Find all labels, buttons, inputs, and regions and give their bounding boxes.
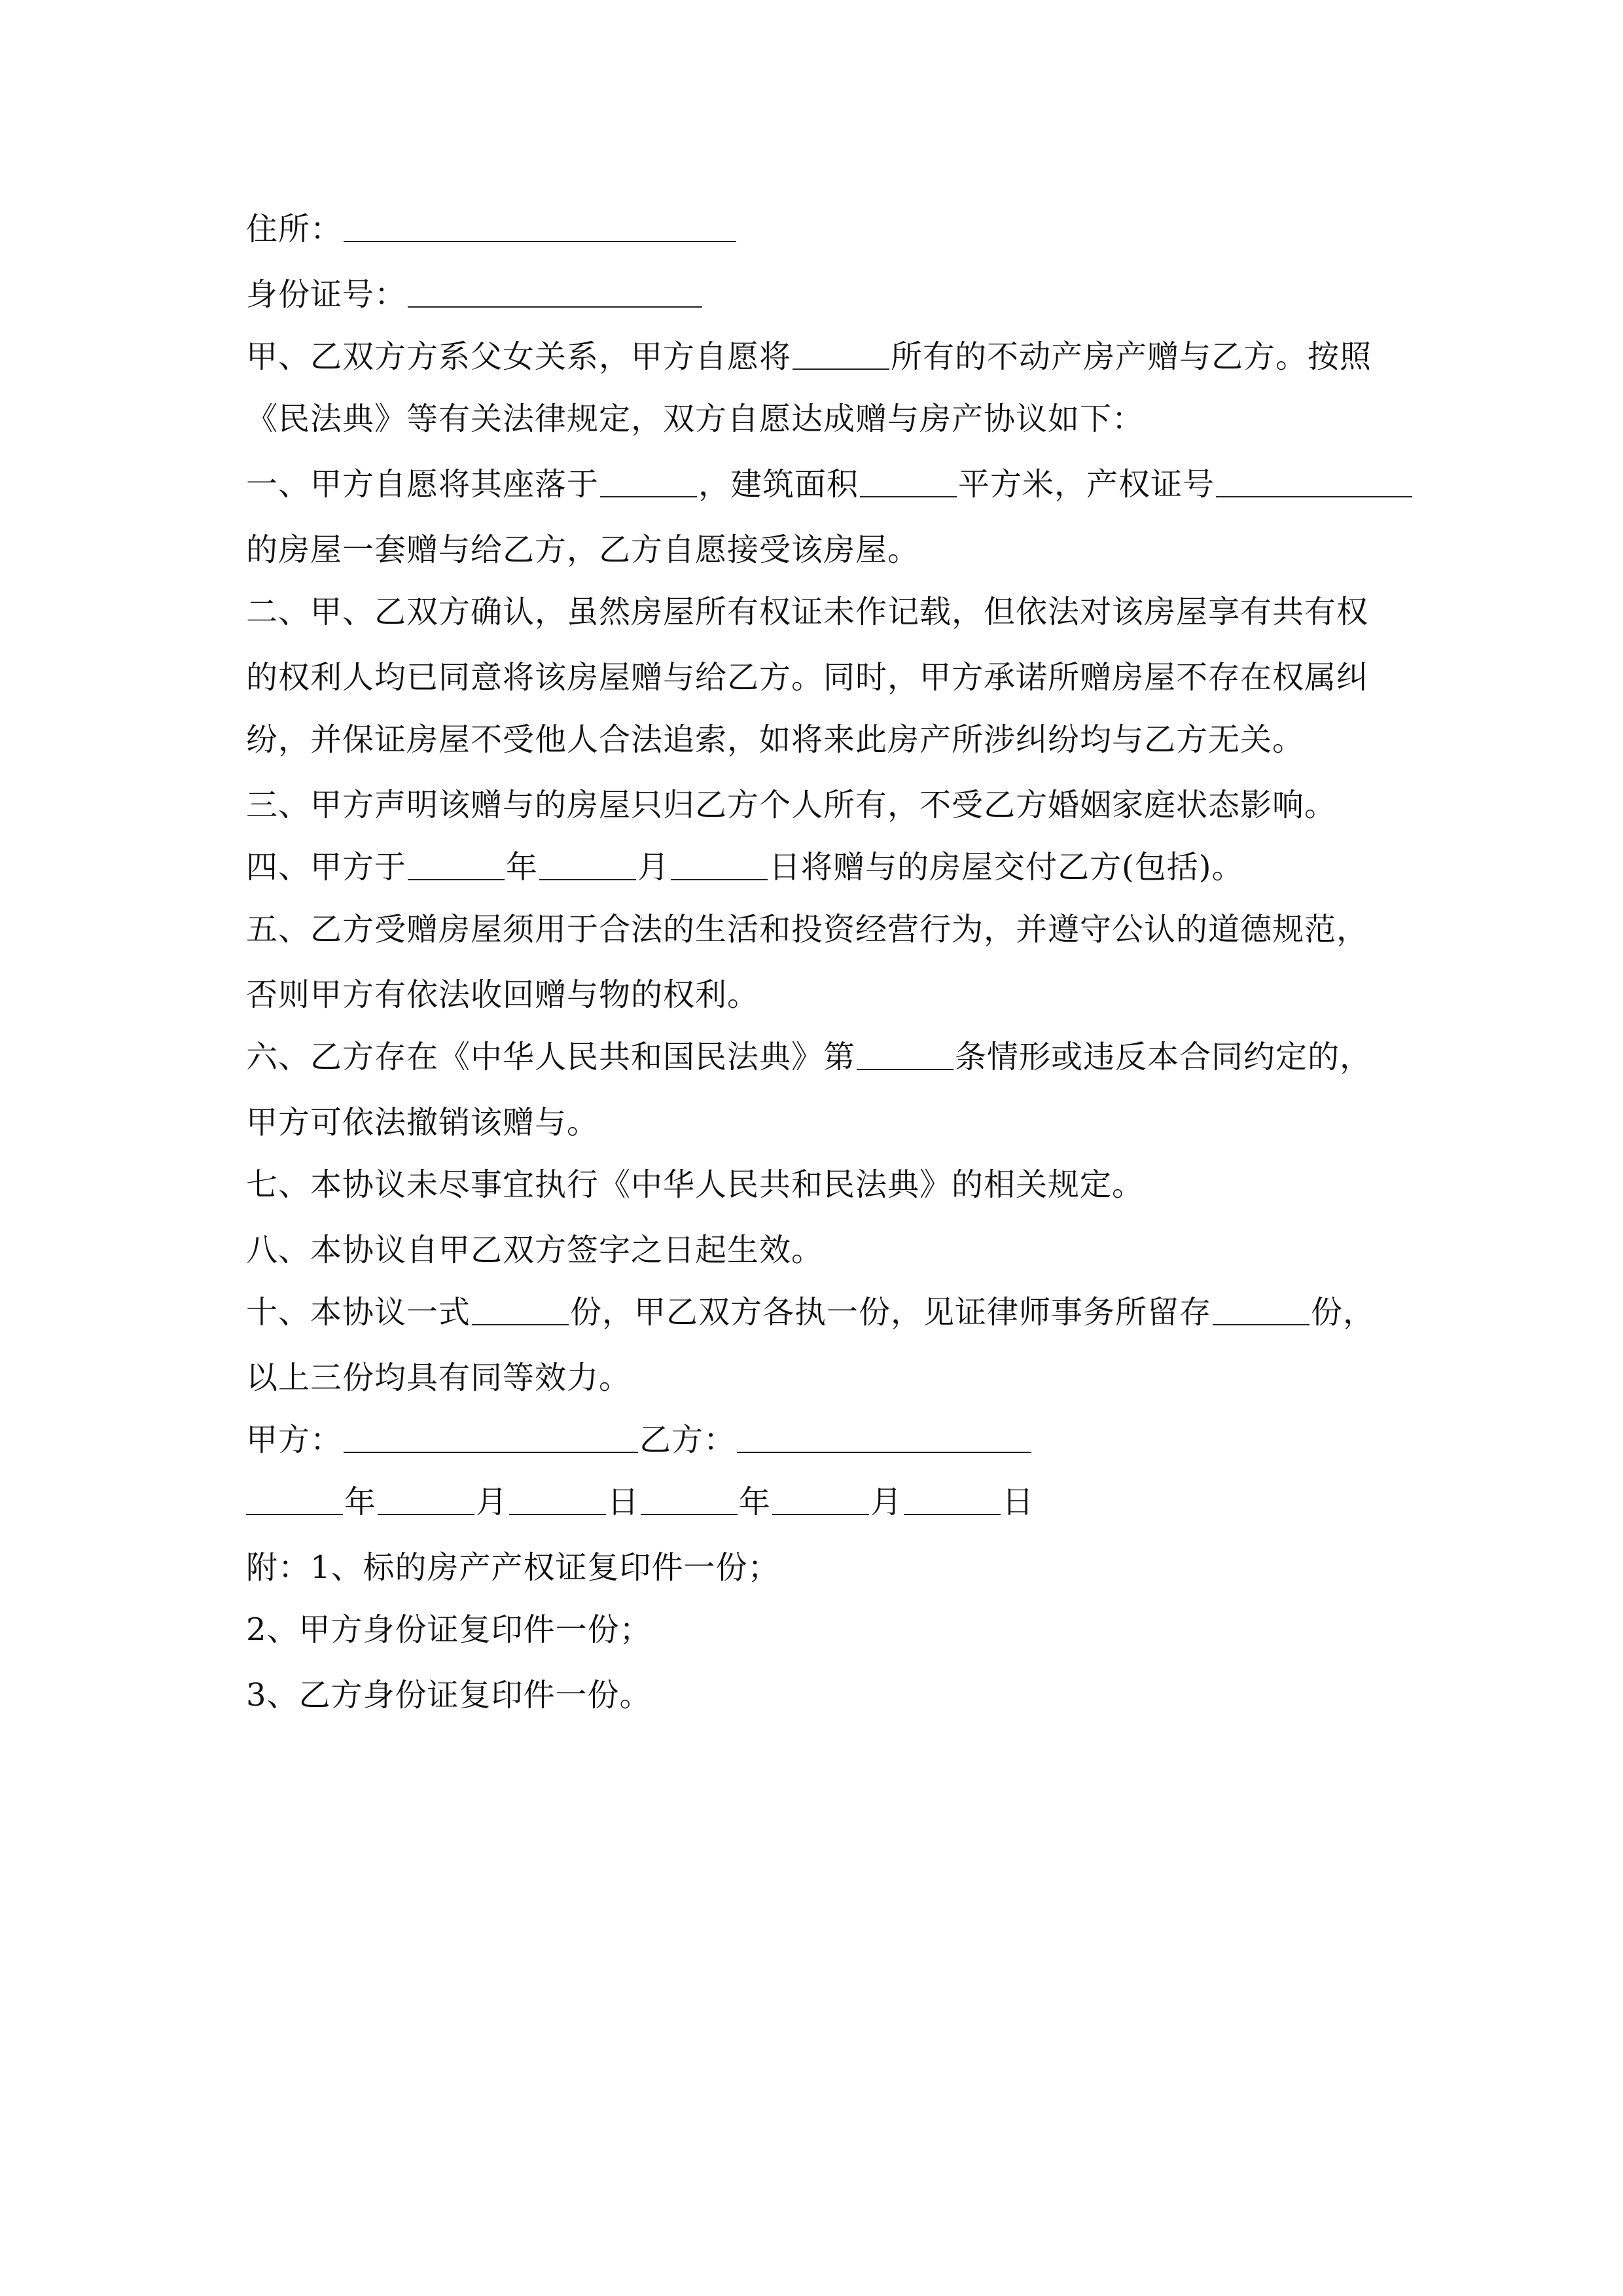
clause-6-text-b: 条情形或违反本合同约定的， (955, 1039, 1372, 1075)
clause-8-text: 八、本协议自甲乙双方签字之日起生效。 (246, 1232, 824, 1268)
clause-3-line (246, 779, 1336, 831)
party-b-month-label: 月 (870, 1484, 903, 1520)
annex-line-2 (246, 1604, 652, 1656)
area-blank[interactable] (860, 458, 957, 497)
intro-text-1: 甲、乙双方方系父女关系，甲方自愿将 (246, 338, 792, 375)
clause-3-text: 三、甲方声明该赠与的房屋只归乙方个人所有，不受乙方婚姻家庭状态影响。 (246, 787, 1337, 823)
party-b-year-label: 年 (739, 1484, 772, 1520)
certificate-number-blank[interactable] (1216, 458, 1412, 497)
clause-10-line-1 (246, 1286, 1375, 1338)
clause-5-text-a: 五、乙方受赠房屋须用于合法的生活和投资经营行为，并遵守公认的道德规范， (246, 911, 1369, 948)
clause-8-line (246, 1224, 823, 1276)
copies-blank[interactable] (472, 1286, 569, 1325)
residence-blank[interactable] (344, 203, 736, 242)
clause-1-text-a: 一、甲方自愿将其座落于 (246, 466, 599, 503)
annex-text-1: 附：1、标的房产产权证复印件一份； (246, 1549, 780, 1586)
clause-2-text-a: 二、甲、乙双方确认，虽然房屋所有权证未作记载，但依法对该房屋享有共有权 (246, 594, 1369, 630)
party-b-label: 乙方： (639, 1422, 736, 1458)
clause-2-text-c: 纷，并保证房屋不受他人合法追索，如将来此房产所涉纠纷均与乙方无关。 (246, 721, 1305, 758)
clause-6-line-1 (246, 1031, 1372, 1083)
delivery-year-blank[interactable] (408, 841, 505, 880)
clause-5-text-b: 否则甲方有依法收回赠与物的权利。 (246, 977, 760, 1013)
clause-2-text-b: 的权利人均已同意将该房屋赠与给乙方。同时，甲方承诺所赠房屋不存在权属纠 (246, 659, 1369, 696)
clause-4-year: 年 (506, 849, 539, 886)
party-b-day-label: 日 (1002, 1484, 1035, 1520)
annex-text-3: 3、乙方身份证复印件一份。 (246, 1677, 652, 1713)
party-a-signature-blank[interactable] (344, 1414, 638, 1453)
clause-2-line-1 (246, 586, 1368, 638)
intro-text-2: 所有的不动产房产赠与乙方。按照 (891, 338, 1372, 375)
article-number-blank[interactable] (857, 1031, 954, 1070)
intro-text-3: 《民法典》等有关法律规定，双方自愿达成赠与房产协议如下： (246, 401, 1145, 437)
clause-1-text-b: ，建筑面积 (698, 466, 859, 503)
clause-10-line-2 (246, 1352, 631, 1404)
clause-10-text-c: 份， (1311, 1294, 1376, 1331)
clause-1-line-2 (246, 524, 919, 576)
clause-7-text: 七、本协议未尽事宜执行《中华人民共和民法典》的相关规定。 (246, 1166, 1145, 1203)
party-a-year-label: 年 (344, 1484, 377, 1520)
clause-10-text-b: 份，甲乙双方各执一份，见证律师事务所留存 (570, 1294, 1212, 1331)
property-owner-blank[interactable] (793, 331, 889, 370)
clause-2-line-3 (246, 713, 1304, 766)
clause-4-text-b: 日将赠与的房屋交付乙方(包括)。 (769, 849, 1244, 886)
intro-line-1 (246, 331, 1372, 383)
id-number-label: 身份证号： (246, 276, 407, 313)
clause-6-text-a: 六、乙方存在《中华人民共和国民法典》第 (246, 1039, 856, 1075)
clause-1-text-d: 的房屋一套赠与给乙方，乙方自愿接受该房屋。 (246, 531, 920, 568)
annex-line-1 (246, 1541, 780, 1594)
id-number-blank[interactable] (408, 268, 702, 308)
clause-5-line-1 (246, 903, 1368, 956)
law-firm-copies-blank[interactable] (1213, 1286, 1310, 1325)
clause-6-text-c: 甲方可依法撤销该赠与。 (246, 1104, 599, 1141)
clause-2-line-2 (246, 651, 1368, 704)
clause-10-text-d: 以上三份均具有同等效力。 (246, 1359, 632, 1396)
clause-1-text-c: 平方米，产权证号 (958, 466, 1215, 503)
party-a-year-blank[interactable] (246, 1476, 343, 1515)
delivery-day-blank[interactable] (671, 841, 768, 880)
annex-text-2: 2、甲方身份证复印件一份； (246, 1611, 652, 1648)
location-blank[interactable] (600, 458, 697, 497)
party-a-month-blank[interactable] (378, 1476, 474, 1515)
clause-4-line (246, 841, 1244, 893)
party-a-day-blank[interactable] (509, 1476, 606, 1515)
residence-line (246, 203, 738, 255)
party-b-day-blank[interactable] (904, 1476, 1001, 1515)
clause-10-text-a: 十、本协议一式 (246, 1294, 471, 1331)
delivery-month-blank[interactable] (539, 841, 636, 880)
id-number-line (246, 268, 704, 321)
annex-line-3 (246, 1669, 652, 1721)
clause-4-text-a: 四、甲方于 (246, 849, 407, 886)
party-a-day-label: 日 (607, 1484, 640, 1520)
party-b-year-blank[interactable] (641, 1476, 738, 1515)
clause-4-month: 月 (637, 849, 670, 886)
clause-1-line-1 (246, 458, 1414, 511)
residence-label: 住所： (246, 211, 343, 247)
intro-line-2 (246, 393, 1144, 445)
party-b-signature-blank[interactable] (737, 1414, 1031, 1453)
party-a-month-label: 月 (476, 1484, 508, 1520)
clause-7-line (246, 1158, 1144, 1211)
party-b-month-blank[interactable] (772, 1476, 869, 1515)
date-line (246, 1476, 1034, 1528)
clause-6-line-2 (246, 1096, 599, 1149)
signature-line (246, 1414, 1033, 1466)
clause-5-line-2 (246, 969, 759, 1021)
party-a-label: 甲方： (246, 1422, 343, 1458)
